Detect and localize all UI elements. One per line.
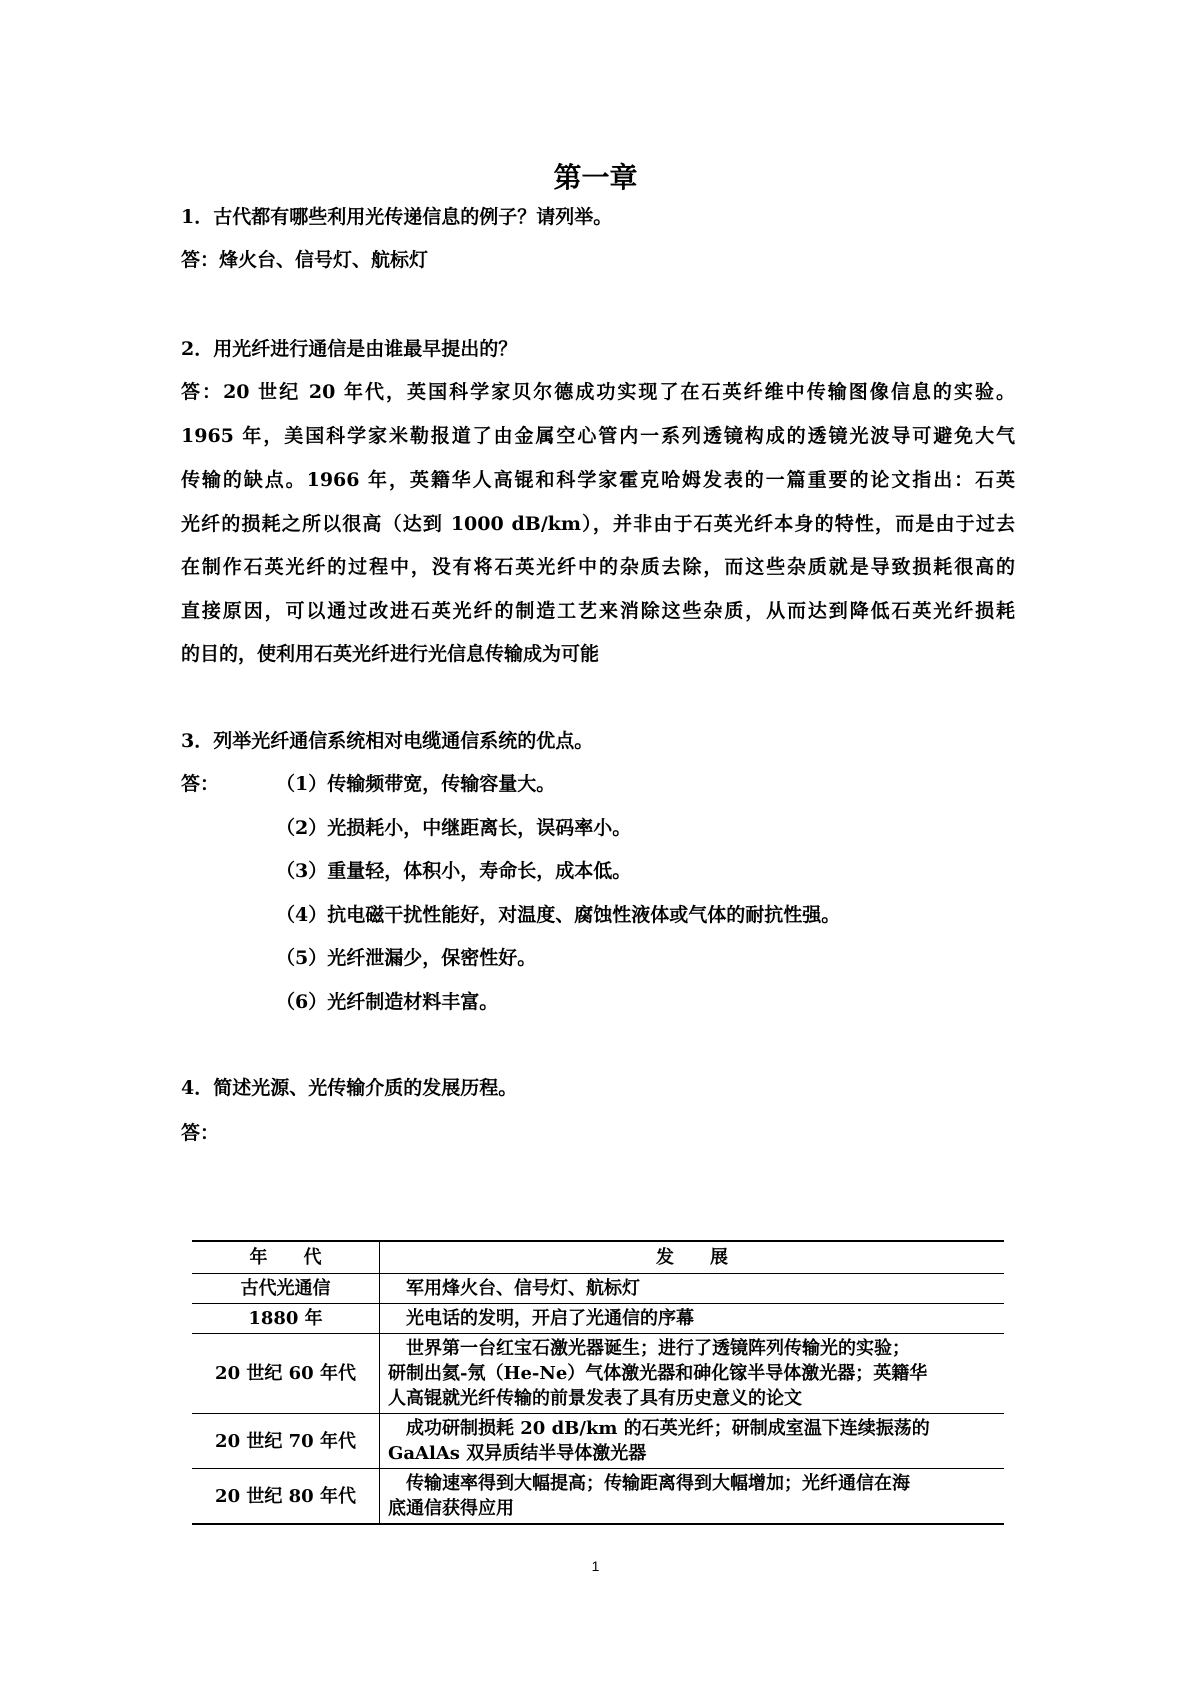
page-number: 1: [591, 1558, 600, 1574]
answer-1: 答：烽火台、信号灯、航标灯: [181, 249, 429, 271]
advantage-item: （4）抗电磁干扰性能好，对温度、腐蚀性液体或气体的耐抗性强。: [276, 904, 841, 926]
answer-2-line: 1965 年，美国科学家米勒报道了由金属空心管内一系列透镜构成的透镜光波导可避免大气: [181, 425, 1015, 447]
table-cell-development: [380, 1414, 1005, 1469]
table-cell-development: [380, 1304, 1005, 1334]
answer-2-line: 在制作石英光纤的过程中，没有将石英光纤中的杂质去除，而这些杂质就是导致损耗很高的: [181, 556, 1015, 578]
table-cell-year: 1880 年: [192, 1304, 380, 1334]
answer-2-line: 传输的缺点。1966 年，英籍华人高锟和科学家霍克哈姆发表的一篇重要的论文指出：石英: [181, 469, 1015, 491]
table-header-development: 发 展: [380, 1241, 1005, 1274]
development-line: GaAlAs 双异质结半导体激光器: [388, 1443, 647, 1464]
table-cell-development: [380, 1274, 1005, 1304]
development-line: 光电话的发明，开启了光通信的序幕: [388, 1308, 694, 1329]
development-line: 军用烽火台、信号灯、航标灯: [388, 1278, 640, 1299]
question-2: 2．用光纤进行通信是由谁最早提出的？: [181, 338, 518, 360]
answer-2-line: 光纤的损耗之所以很高（达到 1000 dB/km），并非由于石英光纤本身的特性，而是由于过去: [181, 513, 1015, 535]
table-row: [192, 1274, 1004, 1304]
answer-2-line: 直接原因，可以通过改进石英光纤的制造工艺来消除这些杂质，从而达到降低石英光纤损耗: [181, 600, 1015, 622]
table-row: [192, 1469, 1004, 1525]
table-cell-year: 20 世纪 80 年代: [192, 1469, 380, 1525]
table-cell-year: 古代光通信: [192, 1274, 380, 1304]
answer-3-prefix: 答：: [181, 773, 220, 795]
table-row: [192, 1304, 1004, 1334]
question-4: 4．简述光源、光传输介质的发展历程。: [181, 1077, 518, 1099]
answer-4-prefix: 答：: [181, 1122, 220, 1144]
development-line: 传输速率得到大幅提高；传输距离得到大幅增加；光纤通信在海: [388, 1473, 910, 1494]
table-header-row: [192, 1241, 1004, 1274]
advantage-item: （6）光纤制造材料丰富。: [276, 991, 499, 1013]
advantage-item: （2）光损耗小，中继距离长，误码率小。: [276, 817, 632, 839]
advantage-item: （5）光纤泄漏少，保密性好。: [276, 947, 537, 969]
answer-2-line: 的目的，使利用石英光纤进行光信息传输成为可能: [181, 643, 600, 665]
table-row: [192, 1334, 1004, 1414]
development-line: 成功研制损耗 20 dB/km 的石英光纤；研制成室温下连续振荡的: [388, 1418, 930, 1439]
page-title: 第一章: [553, 161, 638, 194]
question-3: 3．列举光纤通信系统相对电缆通信系统的优点。: [181, 730, 594, 752]
table-header-year: 年 代: [192, 1241, 380, 1274]
table-cell-year: 20 世纪 60 年代: [192, 1334, 380, 1414]
development-line: 世界第一台红宝石激光器诞生；进行了透镜阵列传输光的实验；: [388, 1338, 910, 1359]
development-line: 人高锟就光纤传输的前景发表了具有历史意义的论文: [388, 1388, 802, 1409]
advantage-item: （3）重量轻，体积小，寿命长，成本低。: [276, 860, 632, 882]
question-1: 1．古代都有哪些利用光传递信息的例子？请列举。: [181, 206, 613, 228]
table-row: [192, 1414, 1004, 1469]
history-table: [192, 1240, 1004, 1525]
table-cell-development: [380, 1334, 1005, 1414]
table-cell-development: [380, 1469, 1005, 1525]
advantage-item: （1）传输频带宽，传输容量大。: [276, 773, 556, 795]
development-line: 研制出氦-氖（He-Ne）气体激光器和砷化镓半导体激光器；英籍华: [388, 1363, 928, 1384]
answer-2-line: 答：20 世纪 20 年代，英国科学家贝尔德成功实现了在石英纤维中传输图像信息的实验。: [181, 381, 1015, 403]
development-line: 底通信获得应用: [388, 1498, 514, 1519]
table-cell-year: 20 世纪 70 年代: [192, 1414, 380, 1469]
